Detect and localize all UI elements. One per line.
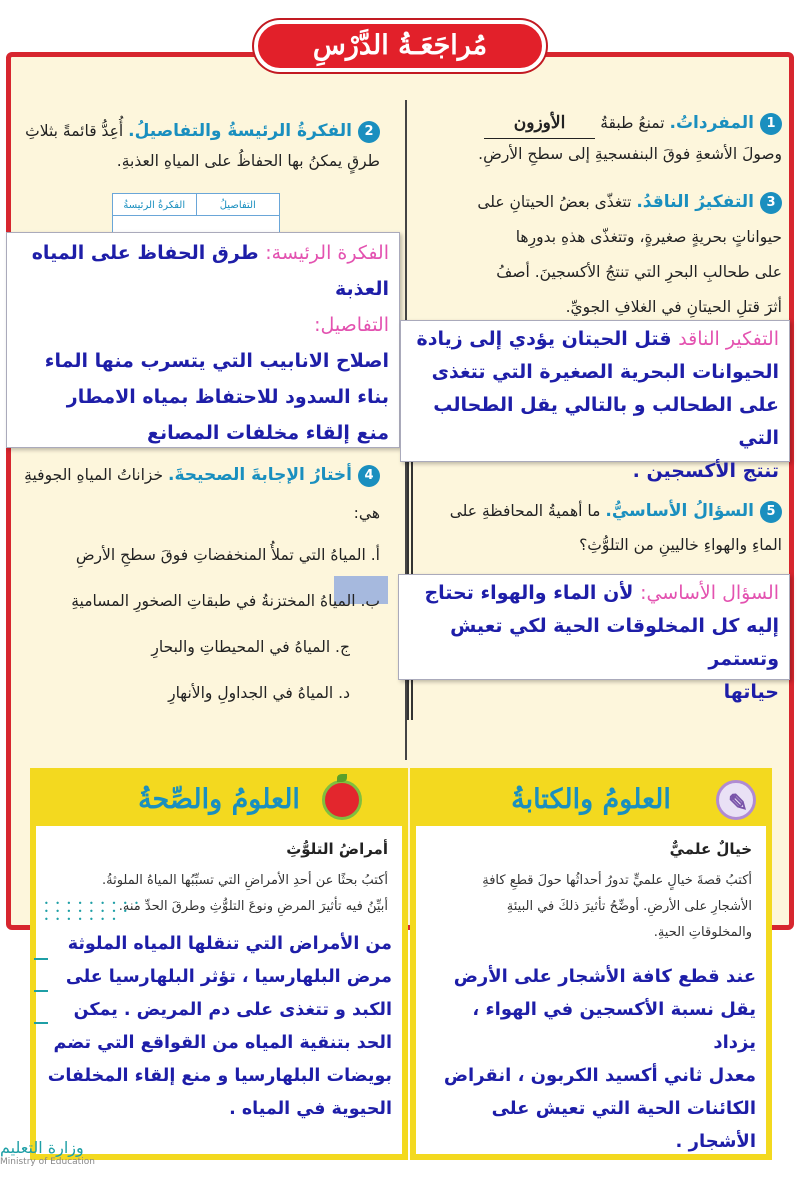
question-text: الماءِ والهواءِ خاليينِ من التلوُّثِ؟ (579, 536, 782, 554)
writing-heading (416, 774, 766, 826)
answer-text: على الطحالب و بالتالي يقل الطحالب التي (433, 394, 779, 449)
writing-heading-text: العلومُ والكتابةُ (511, 784, 671, 815)
answer-text: تنتج الأكسجين . (632, 460, 779, 482)
answer-text: إليه كل المخلوقات الحية لكي تعيش وتستمر (450, 615, 779, 670)
answer-line: بويضات البلهارسيا و منع إلقاء المخلفات (47, 1066, 392, 1086)
prompt-line: أبيِّنُ فيه تأثيرَ المرضِ ونوعَ التلوُّثِ وطرقَ الحدِّ منه. (118, 899, 388, 914)
answer-line: الحيوية في المياه . (229, 1099, 392, 1119)
question-number: 3 (760, 192, 782, 214)
answer-text: الحيوانات البحرية الصغيرة التي تتغذى (431, 361, 779, 383)
pencil-icon (716, 780, 756, 820)
question-text: على طحالبِ البحرِ التي تنتجُ الأكسجينَ. أصفُ (496, 263, 782, 281)
watermark-dots: • • • • • • • • • • • • • • • • • • • • • • • • (44, 899, 141, 924)
margin-tick (34, 1022, 48, 1024)
answer-text: منع إلقاء مخلفات المصانع (147, 422, 389, 444)
answer-line: مرض البلهارسيا ، تؤثر البلهارسيا على (65, 967, 392, 987)
answer-line: معدل ثاني أكسيد الكربون ، انقراض (443, 1065, 756, 1086)
table-header: الفكرةُ الرئيسةُ (113, 194, 196, 216)
answer-text: حياتها (723, 681, 779, 703)
question-label: السؤالُ الأساسيُّ. (605, 501, 754, 521)
answer-box-critical-thinking (400, 320, 790, 482)
answer-text: لأن الماء والهواء تحتاج (424, 582, 634, 604)
question-1 (412, 108, 782, 169)
answer-box-main-idea (6, 232, 400, 448)
option-c[interactable]: ج. المياهُ في المحيطاتِ والبحارِ (151, 638, 350, 656)
page-title: مُراجَعَـةُ الدَّرْسِ (254, 20, 546, 72)
margin-tick (34, 990, 48, 992)
answer-label: التفاصيل: (314, 314, 389, 336)
option-d[interactable]: د. المياهُ في الجداولِ والأنهارِ (168, 684, 350, 702)
prompt-line: والمخلوقاتِ الحيةِ. (653, 925, 752, 940)
answer-line: الكائنات الحية التي تعيش على (491, 1098, 756, 1119)
answer-label: التفكير الناقد (678, 328, 779, 350)
question-text: ما أهميةُ المحافظةِ على (449, 502, 601, 520)
answer-text: اصلاح الانابيب التي يتسرب منها الماء (44, 350, 389, 372)
question-number: 1 (760, 113, 782, 135)
answer-text: طرق الحفاظ على المياه العذبة (31, 242, 389, 300)
health-heading-text: العلومُ والصِّحةُ (138, 784, 300, 815)
question-number: 4 (358, 465, 380, 487)
prompt-line: أكتبُ بحثًا عن أحدِ الأمراضِ التي تسبِّبُها المياهُ الملوثةُ. (101, 873, 388, 888)
question-text: تمنعُ طبقةُ (600, 114, 665, 132)
option-a[interactable]: أ. المياهُ التي تملأُ المنخفضاتِ فوقَ سطحِ الأرضِ (75, 546, 380, 564)
prompt-line: الأشجارِ على الأرضِ. أوضِّحُ تأثيرَ ذلكَ في البيئةِ (506, 899, 752, 914)
answer-line: الأشجار . (675, 1131, 756, 1152)
question-2 (20, 116, 380, 176)
question-5 (412, 494, 782, 562)
answer-box-essential-question (398, 574, 790, 703)
question-label: التفكيرُ الناقدُ. (636, 192, 754, 212)
question-text: أُعِدُّ قائمةً بثلاثِ طرقٍ يمكنُ بها الحفاظُ على المياهِ العذبةِ. (25, 122, 380, 170)
question-text: خزاناتُ المياهِ الجوفيةِ هي: (24, 466, 380, 522)
writing-prompt (416, 864, 766, 950)
answer-text: بناء السدود للاحتفاظ بمياه الامطار (66, 386, 389, 408)
question-text: حيواناتٍ بحريةٍ صغيرةٍ، وتتغذّى هذهِ بدورِها (515, 228, 782, 246)
writing-panel (410, 768, 772, 1160)
answer-line: الكبد و تتغذى على دم المريض . يمكن (73, 1000, 392, 1020)
ministry-arabic: وزارة التعليم (0, 1138, 84, 1157)
question-label: أختارُ الإجابةَ الصحيحةَ. (167, 465, 352, 485)
question-number: 2 (358, 121, 380, 143)
answer-options (10, 532, 380, 716)
answer-label: الفكرة الرئيسة: (265, 242, 389, 264)
health-subtitle: أمراضُ التلوُّثِ (286, 840, 388, 858)
answer-line: من الأمراض التي تنقلها المياه الملوثة (67, 934, 392, 954)
ministry-logo (0, 1138, 110, 1178)
health-answer (36, 928, 402, 1126)
option-b[interactable]: ب. المياهُ المختزنةُ في طبقاتِ الصخورِ المساميةِ (71, 592, 380, 610)
answer-line: الحد بتنقية المياه من القواقع التي تضم (53, 1033, 392, 1053)
activities-section (30, 768, 772, 1160)
apple-icon (322, 780, 362, 820)
margin-tick (34, 958, 48, 960)
question-number: 5 (760, 501, 782, 523)
writing-subtitle: خيالٌ علميٌّ (669, 840, 752, 858)
question-text: أثرَ قتلِ الحيتانِ في الغلافِ الجويِّ. (565, 298, 782, 316)
writing-answer (416, 960, 766, 1158)
answer-line: يقل نسبة الأكسجين في الهواء ، يزداد (472, 999, 756, 1053)
fill-in-answer: الأوزون (484, 108, 596, 139)
question-label: المفرداتُ. (669, 113, 754, 133)
ministry-english: Ministry of Education (0, 1157, 95, 1167)
question-4 (10, 456, 380, 532)
prompt-line: أكتبُ قصةَ خيالٍ علميٍّ تدورُ أحداثُها حولَ قطعِ كافةِ (482, 873, 752, 888)
question-label: الفكرةُ الرئيسةُ والتفاصيلُ. (128, 121, 352, 141)
answer-text: قتل الحيتان يؤدي إلى زيادة (416, 328, 672, 350)
question-3 (412, 185, 782, 325)
health-panel (30, 768, 408, 1160)
answer-label: السؤال الأساسي: (640, 582, 779, 604)
health-heading (36, 774, 402, 826)
answer-line: عند قطع كافة الأشجار على الأرض (453, 966, 756, 987)
table-header: التفاصيلُ (196, 194, 280, 216)
question-text: وصولَ الأشعةِ فوقَ البنفسجيةِ إلى سطحِ الأرضِ. (478, 145, 782, 163)
question-text: تتغذّى بعضُ الحيتانِ على (477, 193, 632, 211)
